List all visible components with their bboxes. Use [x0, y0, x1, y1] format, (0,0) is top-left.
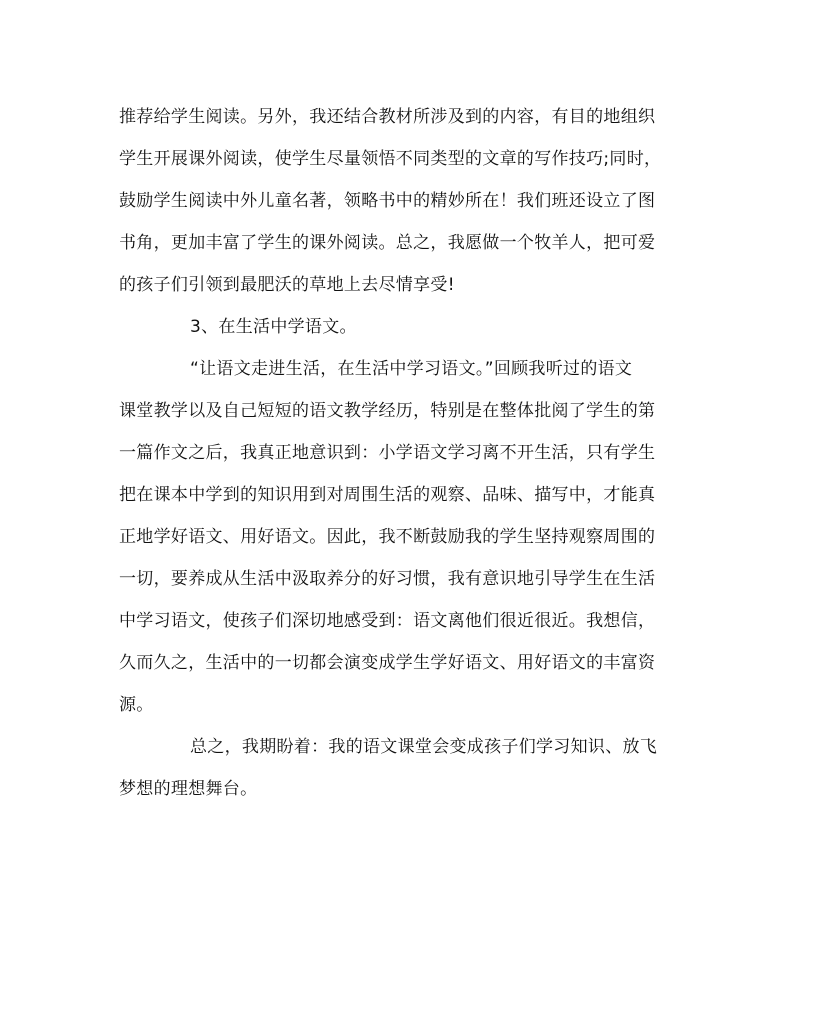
text-line: 推荐给学生阅读。另外，我还结合教材所涉及到的内容，有目的地组织 — [119, 107, 656, 127]
section-heading: 3、在生活中学语文。 — [190, 317, 357, 337]
text-line: 一切，要养成从生活中汲取养分的好习惯，我有意识地引导学生在生活 — [119, 569, 656, 589]
text-line: 鼓励学生阅读中外儿童名著，领略书中的精妙所在！我们班还设立了图 — [119, 191, 656, 211]
text-line: 书角，更加丰富了学生的课外阅读。总之，我愿做一个牧羊人，把可爱 — [119, 233, 656, 253]
text-line: 学生开展课外阅读，使学生尽量领悟不同类型的文章的写作技巧;同时， — [119, 149, 662, 169]
text-line: 源。 — [119, 695, 154, 715]
text-line: 课堂教学以及自己短短的语文教学经历，特别是在整体批阅了学生的第 — [119, 401, 656, 421]
text-line: 总之，我期盼着：我的语文课堂会变成孩子们学习知识、放飞 — [190, 737, 658, 757]
text-line: 正地学好语文、用好语文。因此，我不断鼓励我的学生坚持观察周围的 — [119, 527, 656, 547]
text-line: 久而久之，生活中的一切都会演变成学生学好语文、用好语文的丰富资 — [119, 653, 656, 673]
text-line: 中学习语文，使孩子们深切地感受到：语文离他们很近很近。我想信， — [119, 611, 656, 631]
text-line: “让语文走进生活，在生活中学习语文。”回顾我听过的语文 — [190, 359, 633, 379]
text-line: 的孩子们引领到最肥沃的草地上去尽情享受! — [119, 275, 455, 295]
text-line: 一篇作文之后，我真正地意识到：小学语文学习离不开生活，只有学生 — [119, 443, 656, 463]
text-line: 把在课本中学到的知识用到对周围生活的观察、品味、描写中，才能真 — [119, 485, 656, 505]
text-line: 梦想的理想舞台。 — [119, 779, 258, 799]
